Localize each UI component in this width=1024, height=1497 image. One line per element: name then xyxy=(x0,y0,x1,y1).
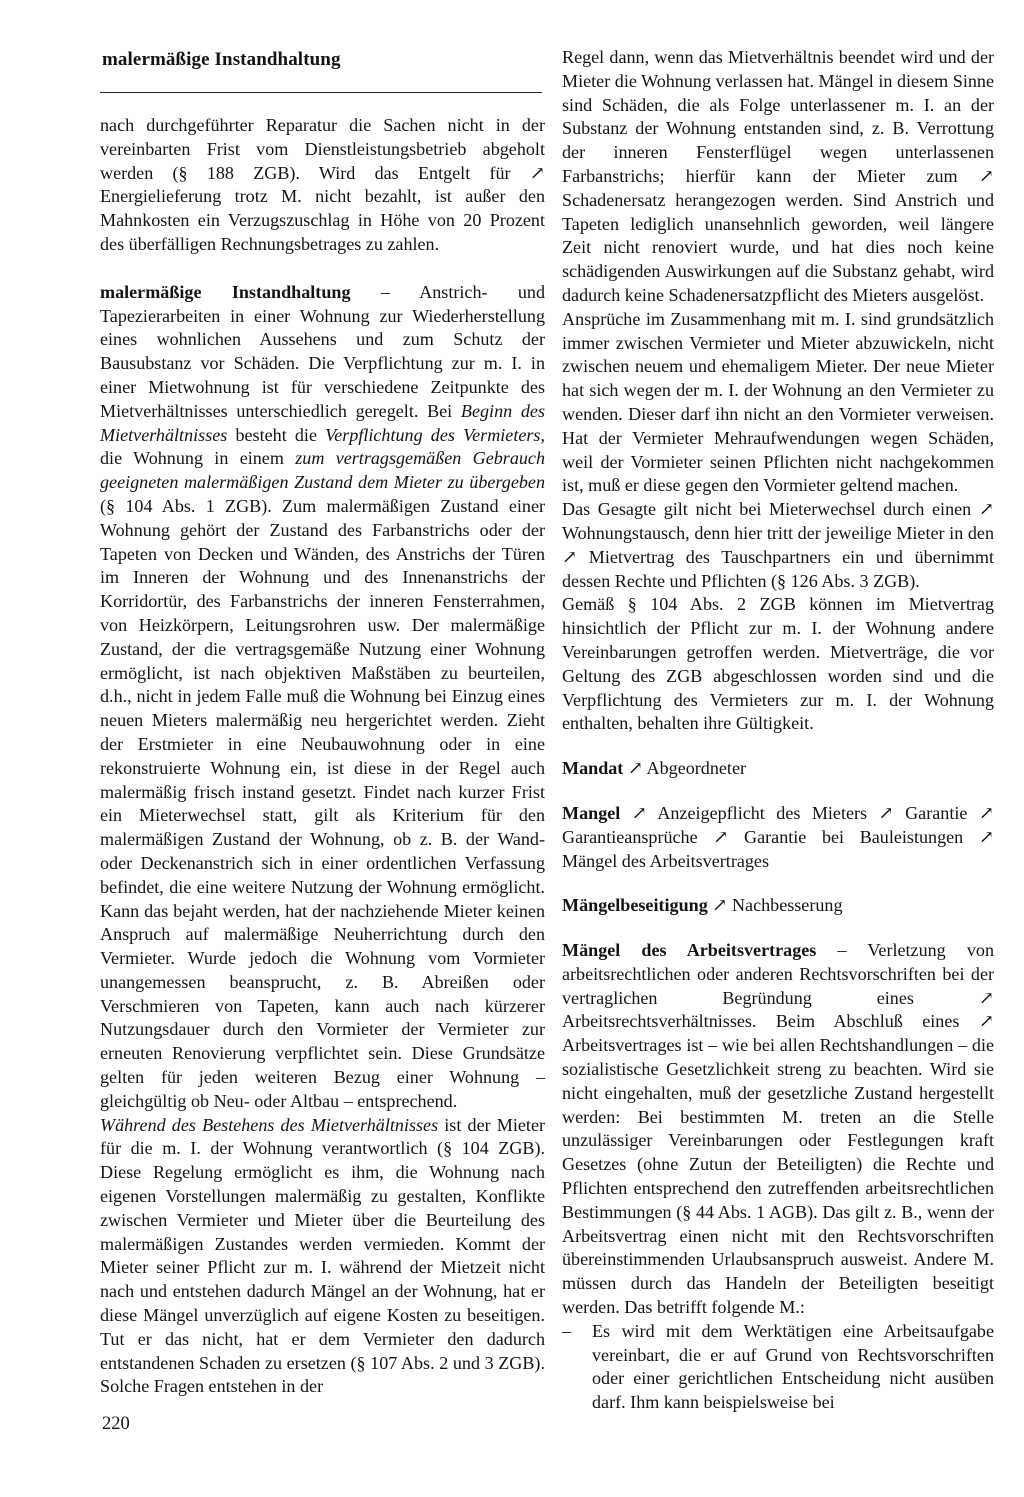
cross-reference: ↗ Abgeordneter xyxy=(623,758,747,779)
entry-italic-text: Verpflichtung des Vermieters, xyxy=(325,424,545,445)
list-item-text: Es wird mit dem Werktätigen eine Arbeitsaufgabe vereinbart, die er auf Grund von Rechtsvorschriften oder einer gerichtlichen Entscheidung nicht ausüben darf. Ihm kann beispielsweise bei xyxy=(592,1320,994,1413)
page-number: 220 xyxy=(102,1414,130,1434)
entry-text: (§ 104 Abs. 1 ZGB). Zum malermäßigen Zustand einer Wohnung gehört der Zustand des Farbanstrichs oder der Tapeten von Decken und Wänden, des Anstrichs der Türen im Inneren der Wohnung und des Innenanstrichs der Korridortür, des Farbanstrichs der inneren Fensterrahmen, von Heizkörpern, Leitungsrohren usw. Der malermäßige Zustand, der die vertragsgemäße Nutzung einer Wohnung ermöglicht, ist nach objektiven Maßstäben zu beurteilen, d.h., nicht in jedem Falle muß die Wohnung bei Einzug eines neuen Mieters malermäßig neu hergerichtet werden. Zieht der Erstmieter in eine Neubauwohnung oder in eine rekonstruierte Wohnung ein, ist diese in der Regel auch malermäßig frisch instand gesetzt. Findet nach kurzer Frist ein Mieterwechsel statt, gilt als Kriterium für den malermäßigen Zustand der Wohnung, ob z. B. der Wand- oder Deckenanstrich sich in einer ordentlichen Verfassung befindet, die eine weitere Nutzung der Wohnung ermöglicht. Kann das bejaht werden, hat der nachziehende Mieter keinen Anspruch auf malermäßige Neuherrichtung durch den Vermieter. Wurde jedoch die Wohnung vom Vormieter unangemessen beansprucht, z. B. Abreißen oder Verschmieren von Tapeten, kann auch nach kürzerer Nutzungsdauer durch den Vormieter der Vermieter zur erneuten Renovierung verpflichtet sein. Diese Grundsätze gelten für jeden weiteren Bezug einer Wohnung – gleichgültig ob Neu- oder Altbau – entsprechend. xyxy=(100,495,545,1111)
entry-text: besteht die xyxy=(227,424,326,445)
entry-lemma: malermäßige Instandhaltung xyxy=(100,281,351,302)
entry-lemma: Mangel xyxy=(562,802,621,823)
entry-text: – Anstrich- und Tapezierarbeiten in einer Wohnung zur Wiederherstellung eines wohnlichen Aussehens und zum Schutz der Bausubstanz vor Schäden. Die Verpflichtung zur m. I. in einer Mietwohnung ist für verschiedene Zeitpunkte des Mietverhältnisses unterschiedlich geregelt. Bei xyxy=(100,281,545,421)
cross-reference: ↗ Nachbesserung xyxy=(707,895,843,916)
list-item xyxy=(562,1320,994,1415)
paragraph-continuation: Regel dann, wenn das Mietverhältnis beendet wird und der Mieter die Wohnung verlassen hat. Mängel in diesem Sinne sind Schäden, die als Folge unterlassener m. I. an der Substanz der Wohnung entstanden sind, z. B. Verrottung der inneren Fensterflügel wegen unterlassenen Farbanstrichs; hierfür kann der Mieter zum ↗ Schadenersatz herangezogen werden. Sind Anstrich und Tapeten lediglich unansehnlich geworden, weil längere Zeit nicht renoviert wurde, und hat dies noch keine schädigenden Auswirkungen auf die Substanz gehabt, wird dadurch keine Schadenersatzpflicht des Mieters ausgelöst. xyxy=(562,47,994,305)
cross-reference: ↗ Anzeigepflicht des Mieters ↗ Garantie ↗ Garantieansprüche ↗ Garantie bei Bauleistungen ↗ Mängel des Arbeitsvertrages xyxy=(562,802,994,871)
entry-italic-text: Während des Bestehens des Mietverhältnisses xyxy=(100,1114,439,1135)
entry-text: – Verletzung von arbeitsrechtlichen oder anderen Rechtsvorschriften bei der vertraglichen Begründung eines ↗ Arbeitsrechtsverhältnisses. Beim Abschluß eines ↗ Arbeitsvertrages ist – wie bei allen Rechtshandlungen – die sozialistische Gesetzlichkeit streng zu beachten. Wird sie nicht eingehalten, muß der gesetzliche Zustand hergestellt werden: Bei bestimmten M. treten an die Stelle unzulässiger Vereinbarungen oder Festlegungen kraft Gesetzes (ohne Zutun der Beteiligten) die Rechte und Pflichten entsprechend den zutreffenden arbeitsrechtlichen Bestimmungen (§ 44 Abs. 1 AGB). Das gilt z. B., wenn der Arbeitsvertrag einen nicht mit den Rechtsvorschriften übereinstimmenden Urlaubsanspruch ausweist. Andere M. müssen durch das Handeln der Beteiligten beseitigt werden. Das betrifft folgende M.: xyxy=(562,940,995,1318)
entry-lemma: Mängel des Arbeitsvertrages xyxy=(562,940,817,961)
entry-lemma: Mandat xyxy=(562,758,624,779)
entry-mangel xyxy=(562,802,994,873)
running-head: malermäßige Instandhaltung xyxy=(102,49,341,70)
paragraph-agreements: Gemäß § 104 Abs. 2 ZGB können im Mietvertrag hinsichtlich der Pflicht zur m. I. der Wohnung andere Vereinbarungen getroffen werden. Mietverträge, die vor Geltung des ZGB abgeschlossen worden sind und die Verpflichtung des Vermieters zur m. I. der Wohnung enthalten, behalten ihre Gültigkeit. xyxy=(562,594,994,734)
left-column xyxy=(100,114,545,1399)
right-column xyxy=(562,46,994,1415)
entry-italic-text: zum vertragsgemäßen Gebrauch geeigneten malermäßigen Zustand dem Mieter zu übergeben xyxy=(100,448,545,493)
continuation-paragraph: nach durchgeführter Reparatur die Sachen nicht in der vereinbarten Frist vom Dienstleistungsbetrieb abgeholt werden (§ 188 ZGB). Wird das Entgelt für ↗ Energielieferung trotz M. nicht bezahlt, ist außer den Mahnkosten ein Verzugszuschlag in Höhe von 20 Prozent des überfälligen Rechnungsbetrages zu zahlen. xyxy=(100,115,545,254)
list-dash: – xyxy=(562,1320,572,1341)
paragraph-exchange: Das Gesagte gilt nicht bei Mieterwechsel durch einen ↗ Wohnungstausch, denn hier tritt der jeweilige Mieter in den ↗ Mietvertrag des Tauschpartners ein und übernimmt dessen Rechte und Pflichten (§ 126 Abs. 3 ZGB). xyxy=(562,499,994,591)
entry-maengelbeseitigung xyxy=(562,894,994,918)
entry-malermaessige-instandhaltung xyxy=(100,281,545,1114)
entry-text: die Wohnung in einem xyxy=(100,448,296,469)
entry-mandat xyxy=(562,757,994,781)
entry-text: ist der Mieter für die m. I. der Wohnung verantwortlich (§ 104 ZGB). Diese Regelung ermöglicht es ihm, die Wohnung nach eigenen Vorstellungen malermäßig zu gestalten, Konflikte zwischen Vermieter und Mieter über die Beurteilung des malermäßigen Zustandes werden vermieden. Kommt der Mieter seiner Pflicht zur m. I. während der Mietzeit nicht nach und entstehen dadurch Mängel an der Wohnung, hat er diese Mängel unverzüglich auf eigene Kosten zu beseitigen. Tut er das nicht, hat er dem Vermieter den dadurch entstandenen Schaden zu ersetzen (§ 107 Abs. 2 und 3 ZGB). Solche Fragen entstehen in der xyxy=(100,1114,546,1397)
entry-lemma: Mängelbeseitigung xyxy=(562,895,708,916)
paragraph-claims: Ansprüche im Zusammenhang mit m. I. sind grundsätzlich immer zwischen Vermieter und Mieter abzuwickeln, nicht zwischen neuem und ehemaligem Mieter. Der neue Mieter hat sich wegen der m. I. der Wohnung an den Vermieter zu wenden. Dieser darf ihn nicht an den Vormieter verweisen. Hat der Vermieter Mehraufwendungen wegen Schäden, weil der Vormieter seinen Pflichten nicht nachgekommen ist, muß er diese gegen den Vormieter geltend machen. xyxy=(562,308,994,496)
entry-italic-text: Beginn des Mietverhältnisses xyxy=(100,400,545,445)
paragraph-during-tenancy xyxy=(100,1114,545,1400)
head-rule xyxy=(100,92,542,93)
entry-maengel-des-arbeitsvertrages xyxy=(562,939,994,1320)
